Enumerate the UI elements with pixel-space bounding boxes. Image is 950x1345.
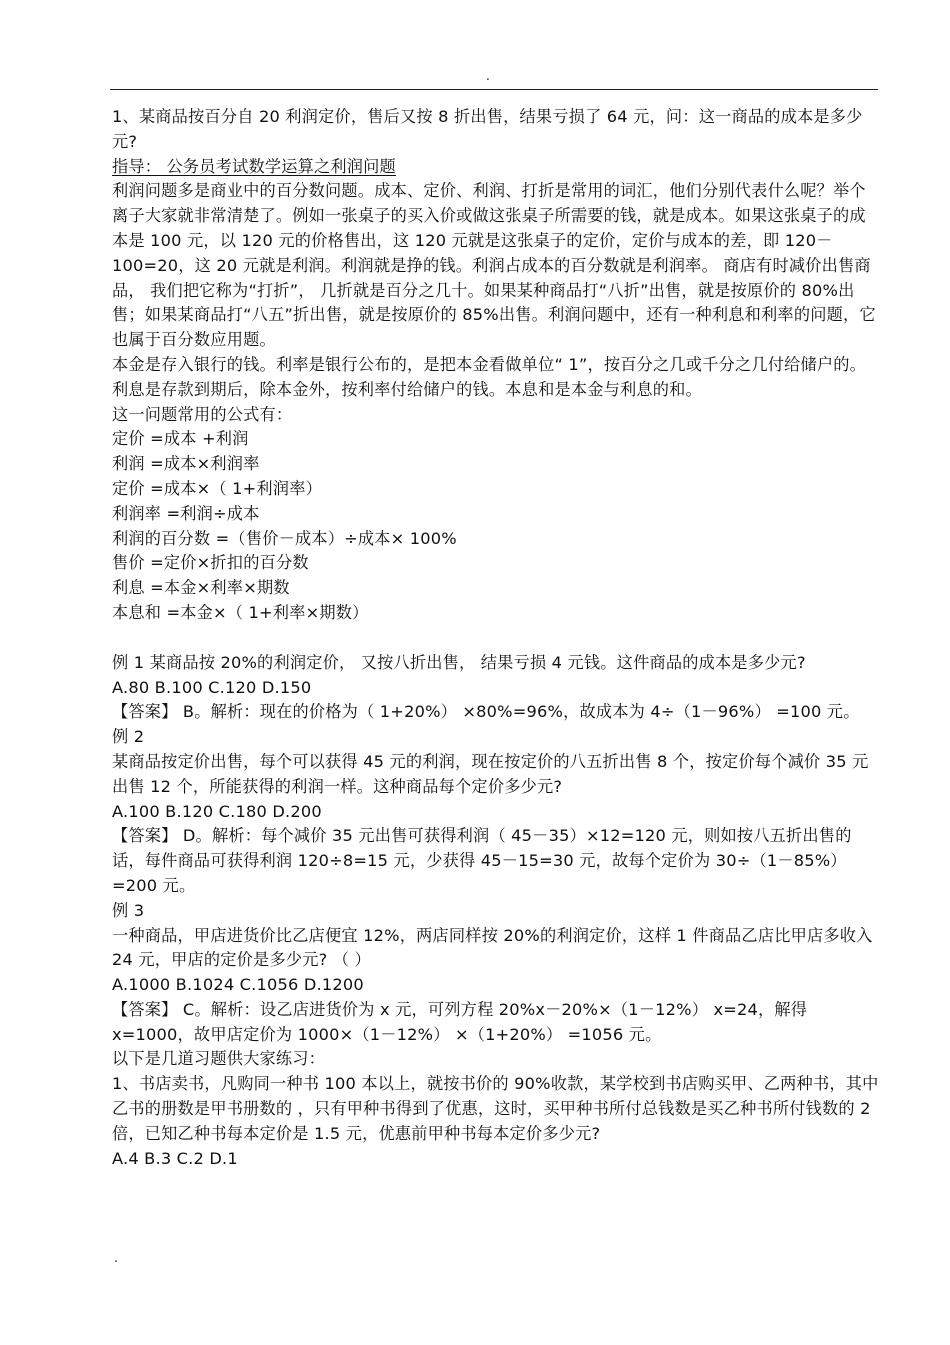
footer-dot: . [114,1251,118,1265]
exercise-heading: 以下是几道习题供大家练习： [112,1049,326,1069]
header-rule [110,89,878,90]
example-answer: 【答案】 D。解析：每个减价 35 元出售可获得利润（ 45－35）×12=120 元，则如按八五折出售的话，每件商品可获得利润 120÷8=15 元，少获得 45－15=30 元，故每个定价为 30÷（1－85%） =200 元。 [112,826,852,895]
formula-line: 售价 =定价×折扣的百分数 [112,553,309,573]
formula-line: 利润率 =利润÷成本 [112,503,260,523]
exercise-question: 1、书店卖书，凡购同一种书 100 本以上，就按书价的 90%收款，某学校到书店购买甲、乙两种书，其中乙书的册数是甲书册数的 ，只有甲种书得到了优惠，这时，买甲种书所付总钱数是买乙种书所付钱数的 2 倍，已知乙种书每本定价是 1.5 元，优惠前甲种书每本定价多少元? [112,1074,879,1143]
exercise-options: A.4 B.3 C.2 D.1 [112,1148,238,1168]
example-question: 一种商品，甲店进货价比乙店便宜 12%，两店同样按 20%的利润定价，这样 1 件商品乙店比甲店多收入 24 元，甲店的定价是多少元? （ ） [112,925,873,970]
formula-line: 定价 =成本 +利润 [112,429,249,449]
formula-line: 利润 =成本×利润率 [112,454,260,474]
example-title: 例 2 [112,727,145,747]
intro-paragraph: 利润问题多是商业中的百分数问题。成本、定价、利润、打折是常用的词汇，他们分别代表什么呢？举个离子大家就非常清楚了。例如一张桌子的买入价或做这张桌子所需要的钱，就是成本。如果这张桌子的成本是 100 元，以 120 元的价格售出，这 120 元就是这张桌子的定价，定价与成本的差，即 120－100=20，这 20 元就是利润。利润就是挣的钱。利润占成本的百分数就是利润率。 商店有时减价出售商品， 我们把它称为“打折”， 几折就是百分之几十。如果某种商品打“八折”出售，就是按原价的 80%出售；如果某商品打“八五”折出售，就是按原价的 85%出售。利润问题中，还有一种利息和利率的问题，它也属于百分数应用题。 [112,181,876,350]
guide-text: 指导： 公务员考试数学运算之利润问题 [112,156,396,176]
intro-paragraph: 本金是存入银行的钱。利率是银行公布的，是把本金看做单位“ 1”，按百分之几或千分之几付给储户的。利息是存款到期后，除本金外，按利率付给储户的钱。本息和是本金与利息的和。 [112,354,867,399]
formula-line: 利润的百分数 =（售价－成本）÷成本× 100% [112,528,457,548]
example-options: A.1000 B.1024 C.1056 D.1200 [112,975,364,995]
main-question: 1、某商品按百分自 20 利润定价，售后又按 8 折出售，结果亏损了 64 元，问：这一商品的成本是多少元? [112,107,863,151]
example-options: A.100 B.120 C.180 D.200 [112,801,322,821]
example-answer: 【答案】 B。解析：现在的价格为（ 1+20%） ×80%=96%，故成本为 4÷（1－96%） =100 元。 [112,702,860,722]
header-dot: . [486,69,490,83]
example-answer: 【答案】 C。解析：设乙店进货价为 x 元，可列方程 20%x－20%×（1－12%） x=24，解得 x=1000，故甲店定价为 1000×（1－12%） ×（1+20%） =1056 元。 [112,999,808,1044]
guide-line [112,155,882,180]
formula-line: 本息和 =本金×（ 1+利率×期数） [112,602,369,622]
example-title: 例 1 某商品按 20%的利润定价， 又按八折出售， 结果亏损 4 元钱。这件商品的成本是多少元? [112,652,806,672]
example-question: 某商品按定价出售，每个可以获得 45 元的利润，现在按定价的八五折出售 8 个，按定价每个减价 35 元出售 12 个，所能获得的利润一样。这种商品每个定价多少元? [112,751,869,796]
example-title: 例 3 [112,900,145,920]
formula-heading: 这一问题常用的公式有： [112,404,293,424]
example-options: A.80 B.100 C.120 D.150 [112,677,312,697]
formula-line: 利息 =本金×利率×期数 [112,578,290,598]
document-body [112,105,882,1171]
blank-line [112,626,882,651]
formula-line: 定价 =成本×（ 1+利润率） [112,478,322,498]
